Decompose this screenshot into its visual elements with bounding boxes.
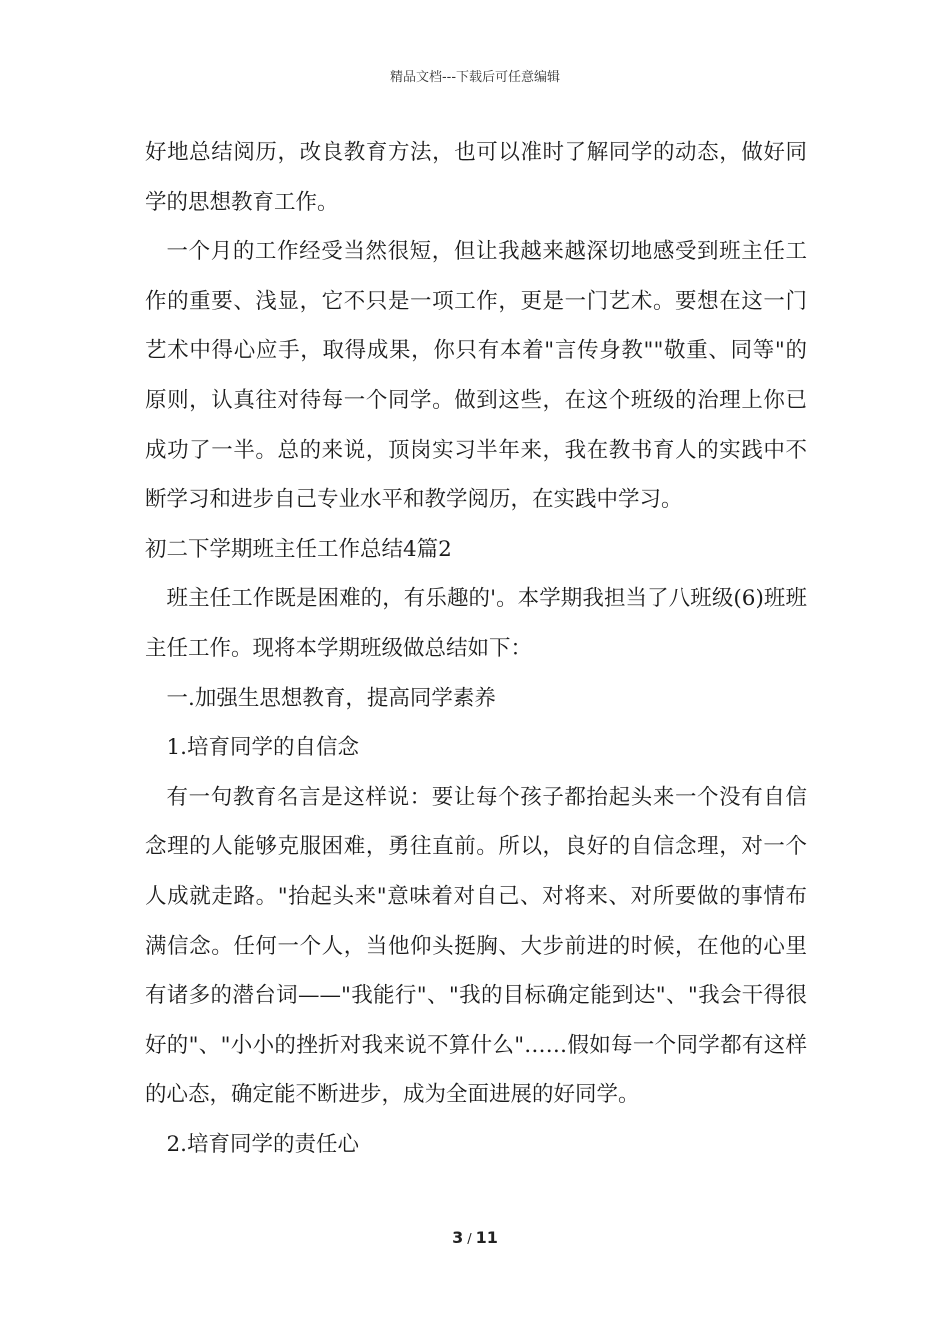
section-title: 初二下学期班主任工作总结4篇2 (145, 536, 452, 562)
heading-level-1: 一.加强生思想教育，提高同学素养 (166, 685, 496, 711)
paragraph-body: 一个月的工作经受当然很短，但让我越来越深切地感受到班主任工作的重要、浅显，它不只是一项工作，更是一门艺术。要想在这一门艺术中得心应手，取得成果，你只有本着"言传身教""敬重、同等"的原则，认真往对待每一个同学。做到这些，在这个班级的治理上你已成功了一半。总的来说，顶岗实习半年来，我在教书育人的实践中不断学习和进步自己专业水平和教学阅历，在实践中学习。 (145, 239, 807, 513)
paragraph-continuation: 好地总结阅历，改良教育方法，也可以准时了解同学的动态，做好同学的思想教育工作。 (145, 140, 807, 215)
current-page-number: 3 (452, 1228, 464, 1247)
total-pages-number: 11 (475, 1228, 498, 1247)
paragraph-body: 班主任工作既是困难的，有乐趣的'。本学期我担当了八班级(6)班班主任工作。现将本学期班级做总结如下： (145, 586, 807, 661)
page-header: 精品文档---下载后可任意编辑 (389, 70, 561, 85)
heading-level-2: 1.培育同学的自信念 (166, 735, 360, 761)
page-separator: / (467, 1232, 472, 1247)
heading-level-2: 2.培育同学的责任心 (166, 1131, 360, 1157)
page-footer (0, 1228, 950, 1247)
paragraph-body: 有一句教育名言是这样说：要让每个孩子都抬起头来一个没有自信念理的人能够克服困难，勇往直前。所以，良好的自信念理，对一个人成就走路。"抬起头来"意味着对自己、对将来、对所要做的事情布满信念。任何一个人，当他仰头挺胸、大步前进的时候，在他的心里有诸多的潜台词——"我能行"、"我的目标确定能到达"、"我会干得很好的"、"小小的挫折对我来说不算什么"……假如每一个同学都有这样的心态，确定能不断进步，成为全面进展的好同学。 (145, 784, 807, 1108)
document-body (145, 128, 807, 1169)
